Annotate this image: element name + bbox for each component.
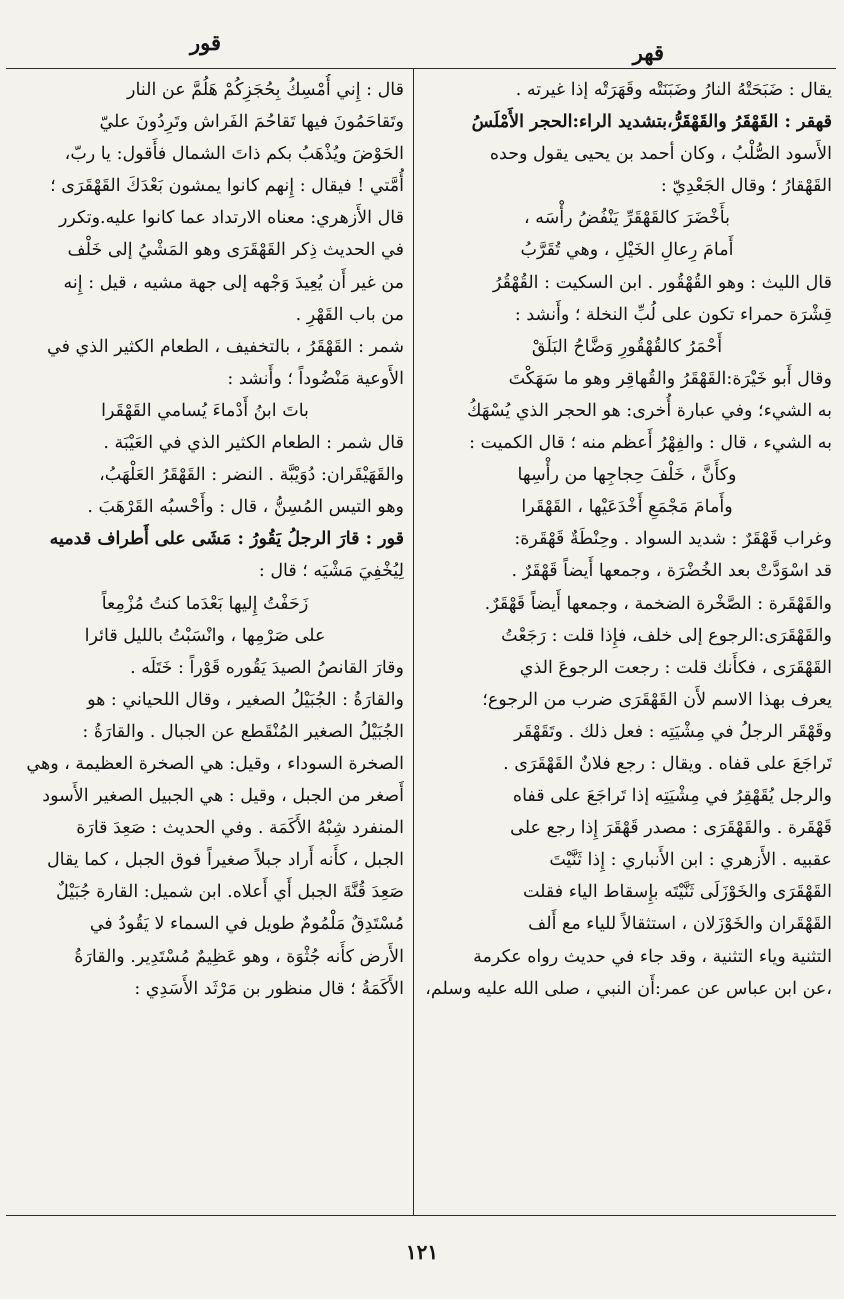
text-line: والرجل يُقَهْقِرُ في مِشْيَتِه إذا تَراجَعَ على قفاه: [512, 786, 832, 807]
text-line: الجبل ، كأَنه أَراد جبلاً صغيراً فوق الجبل ، كما يقال: [46, 850, 404, 871]
text-line: والقَهْقَرَى:الرجوع إلى خلف، فإِذا قلت : رَجَعْتُ: [501, 625, 832, 646]
text-line: الأَرض كأَنه جُثْوَة ، وهو عَظِيمٌ مُسْتَدِير. والقارَةُ: [74, 946, 404, 967]
entry-head-line: قور : قارَ الرجلُ يَقُورُ : مَشَى على أَطراف قدميه: [49, 529, 404, 550]
text-line: والقَهَيْقَران: دُوَيْبَّة . النضر : القَهْقَرُ العَلْهَبُ،: [99, 465, 404, 486]
text-line: وهو التيس المُسِنُّ ، قال : وأَحْسبُه القَرْهَبَ .: [87, 497, 404, 518]
text-line: القَهْقَرَى والخَوْزَلَى ثَنَّيْتَه بإِسقاط الياء فقلت: [522, 882, 832, 903]
text-line: والقارَةُ : الجُبَيْلُ الصغير ، وقال اللحياني : هو: [87, 689, 404, 710]
left-column: [6, 74, 404, 1199]
text-line: الأَوعية مَنْضُوداً ؛ وأَنشد :: [227, 368, 404, 389]
text-line: به الشيء ، قال : والفِهْرُ أَعظم منه ؛ قال الكميت :: [469, 433, 832, 454]
verse-line: على صَرْمِها ، وانْسَبْتُ بالليل قائرا: [84, 625, 326, 646]
text-line: الأَسود الصُّلْبُ ، وكان أحمد بن يحيى يقول وحده: [489, 144, 832, 165]
text-line: وقَهْقَر الرجلُ في مِشْيَتِه : فعل ذلك . وتَقَهْقَر: [514, 721, 832, 742]
text-line: أَصغر من الجبل ، وقيل : هي الجبيل الصغير الأَسود: [42, 786, 404, 807]
text-line: في الحديث ذِكر القَهْقَرَى وهو المَشْيُ إلى خَلْف: [67, 240, 404, 261]
text-line: من غير أَن يُعِيدَ وَجْهه إلى جهة مشيه ، قيل : إِنه: [63, 272, 404, 293]
text-line: يعرف بهذا الاسم لأَن القَهْقَرَى ضرب من الرجوع؛: [482, 689, 832, 710]
text-line: والقَهْقَرة : الصَّخْرة الضخمة ، وجمعها أَيضاً قَهْقَرٌ.: [484, 593, 832, 614]
verse-line: زَحَفْتُ إِليها بَعْدَما كنتُ مُزْمِعاً: [101, 593, 309, 614]
column-divider: [413, 68, 414, 1215]
header-rule: [6, 68, 836, 69]
text-line: وقال أَبو خَيْرَة:القَهْقَرُ والقُهاقِر وهو ما سَهَكْتَ: [508, 368, 832, 389]
text-line: يقال : ضَبَحَتْهُ النارُ وضَبَنَتْه وقَهَرَتْه إذا غيرته .: [515, 80, 832, 100]
text-line: الحَوْضَ ويُذْهَبُ بكم ذاتَ الشمال فأَقول: يا ربّ،: [64, 144, 404, 165]
text-line: مُسْتَدِقٌ مَلْمُومٌ طويل في السماء لا يَقُودُ في: [89, 914, 404, 935]
text-line: القَهْقَران والخَوْزَلان ، استثقالاً للياء مع أَلف: [528, 914, 832, 935]
footer-rule: [6, 1215, 836, 1216]
text-line: القَهْقارُ ؛ وقال الجَعْدِيّ :: [660, 176, 832, 197]
running-head-right: قهر: [632, 40, 664, 65]
text-line: قَهْقَرة . والقَهْقَرَى : مصدر قَهْقَرَ إِذا رجع على: [510, 818, 832, 839]
verse-line: أَحْمَرُ كالقُهْقُورِ وَضَّاحُ البَلَقْ: [531, 336, 723, 357]
text-line: تَراجَعَ على قفاه . ويقال : رجع فلانٌ القَهْقَرَى .: [503, 753, 832, 774]
text-line: صَعِدَ قُنَّةَ الجبل أَي أَعلاه. ابن شميل: القارة جُبَيْلٌ: [56, 882, 404, 903]
verse-line: أَمامَ رِعالِ الخَيْلِ ، وهي تُقَرَّبُ: [520, 240, 734, 261]
text-line: المنفرد شِبْهُ الأَكَمَة . وفي الحديث : صَعِدَ قارَة: [76, 818, 404, 839]
text-line: وتَقاحَمُونَ فيها تَقاحُمَ الفَراش وتَرِدُونَ عليّ: [99, 112, 404, 133]
text-line: شمر : القَهْقَرُ ، بالتخفيف ، الطعام الكثير الذي في: [47, 336, 404, 357]
text-line: الأَكَمَةُ ؛ قال منظور بن مَرْثَد الأَسَدِي :: [134, 978, 404, 999]
text-line: قال الأَزهري: معناه الارتداد عما كانوا عليه.وتكرر: [58, 208, 404, 229]
text-line: قد اسْوَدَّتْ بعد الخُضْرَة ، وجمعها أَيضاً قَهْقَرٌ .: [511, 561, 832, 582]
entry-head-line: قهقر : القَهْقَرُ والقَهْقَرُّ،بتشديد الراء:الحجر الأَمْلَسُ: [471, 112, 832, 133]
page-number: ١٢١: [405, 1240, 439, 1264]
text-line: الصخرة السوداء ، وقيل: هي الصخرة العظيمة ، وهي: [26, 753, 404, 774]
verse-line: وأَمامَ مَجْمَعِ أَخْدَعَيْها ، القَهْقَرا: [521, 497, 733, 518]
text-line: لِيُخْفِيَ مَشْيَه ؛ قال :: [258, 561, 404, 582]
text-line: ،عن ابن عباس عن عمر:أَن النبي ، صلى الله عليه وسلم،: [425, 978, 832, 999]
text-line: وغراب قَهْقَرٌ : شديد السواد . وحِنْطَةٌ قَهْقَرة:: [514, 529, 832, 550]
text-line: القَهْقَرَى ، فكأَنك قلت : رجعت الرجوعَ الذي: [519, 657, 832, 678]
verse-line: باتَ ابنُ أَدْماءَ يُسامي القَهْقَرا: [101, 400, 309, 421]
right-column: [422, 74, 832, 1199]
verse-line: بأَخْضَرَ كالقَهْقَرِّ يَنْفُضُ رأْسَه ،: [524, 208, 730, 229]
text-line: التثنية وياء التثنية ، وقد جاء في حديث رواه عكرمة: [473, 946, 832, 967]
text-line: الجُبَيْلُ الصغير المُنْقَطع عن الجبال . والقارَةُ :: [82, 721, 404, 742]
text-line: قال : إِني أُمْسِكُ بِحُجَزِكُمْ هَلُمَّ عن النار: [127, 80, 404, 100]
text-line: قال الليث : وهو القُهْقُور . ابن السكيت : القُهْقُرُ: [492, 272, 832, 293]
verse-line: وكأَنَّ ، خَلْفَ حِجاجِها من رأْسِها: [517, 465, 737, 486]
text-line: قِشْرَة حمراء تكون على لُبِّ النخلة ؛ وأَنشد :: [514, 304, 832, 325]
text-line: من باب القَهْرِ .: [295, 304, 404, 325]
text-line: عقبيه . الأَزهري : ابن الأَنباري : إِذا ثَنَّيْتَ: [549, 850, 832, 871]
text-line: به الشيء؛ وفي عبارة أُخرى: هو الحجر الذي يُسْهَكُ: [466, 400, 832, 421]
text-line: وقارَ القانصُ الصيدَ يَقُوره قَوْراً : خَتَلَه .: [130, 657, 404, 678]
running-head-left: قور: [190, 30, 222, 55]
text-line: قال شمر : الطعام الكثير الذي في العَيْبَة .: [103, 433, 404, 454]
text-line: أُمَّتي ! فيقال : إِنهم كانوا يمشون بَعْدَكَ القَهْقَرَى ؛: [50, 176, 404, 197]
